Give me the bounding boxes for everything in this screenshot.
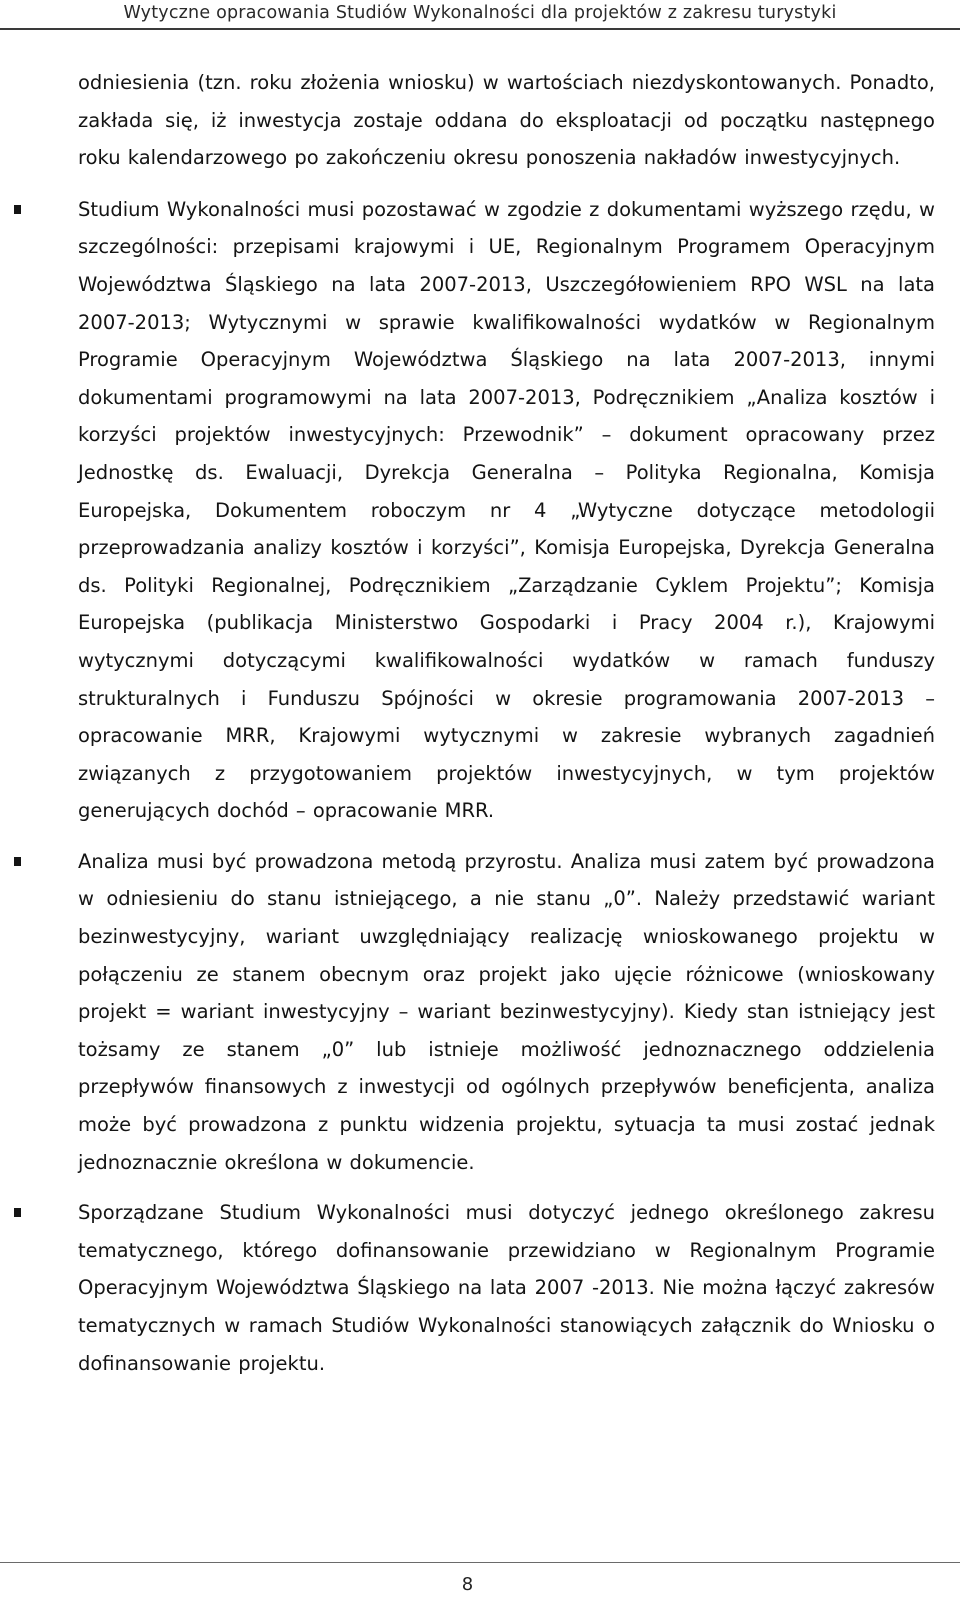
footer-divider — [0, 1562, 960, 1563]
continued-paragraph: odniesienia (tzn. roku złożenia wniosku) w wartościach niezdyskontowanych. Ponadto, zakłada się, iż inwestycja zostaje oddana do eksploatacji od początku następnego roku kalendarzowego po zakończeniu okresu ponoszenia nakładów inwestycyjnych. — [78, 71, 935, 170]
square-bullet-icon — [14, 1208, 21, 1217]
header-divider — [0, 28, 960, 30]
square-bullet-icon — [14, 205, 21, 214]
bullet-text: Analiza musi być prowadzona metodą przyrostu. Analiza musi zatem być prowadzona w odniesieniu do stanu istniejącego, a nie stanu „0”. Należy przedstawić wariant bezinwestycyjny, wariant uwzględniający realizację wnioskowanego projektu w połączeniu ze stanem obecnym oraz projekt jako ujęcie różnicowe (wnioskowany projekt = wariant inwestycyjny – wariant bezinwestycyjny). Kiedy stan istniejący jest tożsamy ze stanem „0” lub istnieje możliwość jednoznacznego oddzielenia przepływów finansowych z inwestycji od ogólnych przepływów beneficjenta, analiza może być prowadzona z punktu widzenia projektu, sytuacja ta musi zostać jednak jednoznacznie określona w dokumencie. — [78, 849, 935, 1174]
bullet-text: Studium Wykonalności musi pozostawać w zgodzie z dokumentami wyższego rzędu, w szczególności: przepisami krajowymi i UE, Regionalnym Programem Operacyjnym Województwa Śląskiego na lata 2007-2013, Uszczegółowieniem RPO WSL na lata 2007-2013; Wytycznymi w sprawie kwalifikowalności wydatków w Regionalnym Programie Operacyjnym Województwa Śląskiego na lata 2007-2013, innymi dokumentami programowymi na lata 2007-2013, Podręcznikiem „Analiza kosztów i korzyści projektów inwestycyjnych: Przewodnik” – dokument opracowany przez Jednostkę ds. Ewaluacji, Dyrekcja Generalna – Polityka Regionalna, Komisja Europejska, Dokumentem roboczym nr 4 „Wytyczne dotyczące metodologii przeprowadzania analizy kosztów i korzyści”, Komisja Europejska, Dyrekcja Generalna ds. Polityki Regionalnej, Podręcznikiem „Zarządzanie Cyklem Projektu”; Komisja Europejska (publikacja Ministerstwo Gospodarki i Pracy 2004 r.), Krajowymi wytycznymi dotyczącymi kwalifikowalności wydatków w ramach funduszy strukturalnych i Funduszu Spójności w okresie programowania 2007-2013 – opracowanie MRR, Krajowymi wytycznymi w zakresie wybranych zagadnień związanych z przygotowaniem projektów inwestycyjnych, w tym projektów generujących dochód – opracowanie MRR. — [78, 197, 935, 823]
square-bullet-icon — [14, 857, 21, 866]
page-number: 8 — [461, 1574, 474, 1595]
bullet-item-compliance — [78, 191, 935, 830]
bullet-item-thematic-scope — [78, 1194, 935, 1382]
bullet-text: Sporządzane Studium Wykonalności musi dotyczyć jednego określonego zakresu tematycznego, którego dofinansowanie przewidziano w Regionalnym Programie Operacyjnym Województwa Śląskiego na lata 2007 -2013. Nie można łączyć zakresów tematycznych w ramach Studiów Wykonalności stanowiących załącznik do Wniosku o dofinansowanie projektu. — [78, 1201, 935, 1375]
bullet-item-incremental-analysis — [78, 843, 935, 1181]
page-body — [78, 64, 935, 1382]
running-header: Wytyczne opracowania Studiów Wykonalności dla projektów z zakresu turystyki — [123, 3, 837, 23]
